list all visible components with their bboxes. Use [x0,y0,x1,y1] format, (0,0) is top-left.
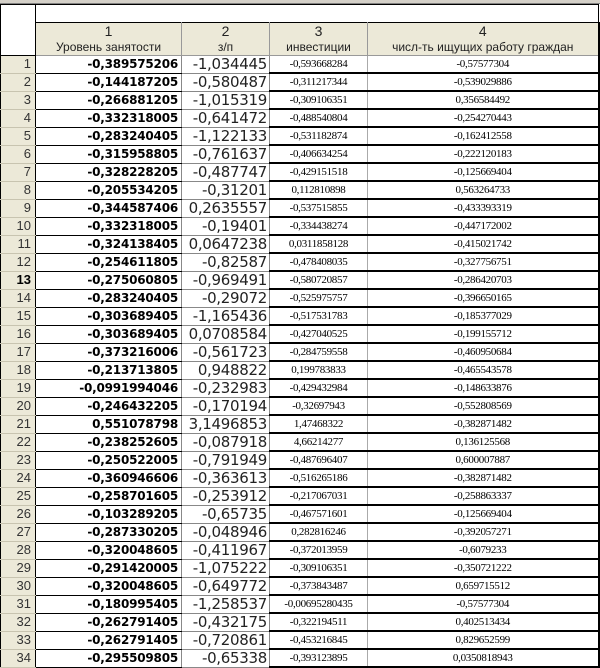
cell-investments[interactable]: -0,487696407 [270,451,368,469]
cell-salary[interactable]: -0,487747 [182,163,270,181]
table-row [1,559,599,577]
cell-salary[interactable]: -0,087918 [182,433,270,451]
cell-employment-level[interactable]: -0,332318005 [36,109,182,127]
table-row [1,73,599,91]
cell-job-seekers[interactable]: -0,447172002 [368,217,599,235]
cell-job-seekers[interactable]: -0,382871482 [368,415,599,433]
cell-job-seekers[interactable]: 0,659715512 [368,577,599,595]
cell-employment-level[interactable]: -0,291420005 [36,559,182,577]
cell-employment-level[interactable]: -0,275060805 [36,271,182,289]
cell-employment-level[interactable]: -0,254611805 [36,253,182,271]
table-row [1,289,599,307]
cell-job-seekers[interactable]: -0,460950684 [368,343,599,361]
cell-employment-level[interactable]: -0,205534205 [36,181,182,199]
cell-employment-level[interactable]: 0,551078798 [36,415,182,433]
cell-investments[interactable]: -0,373843487 [270,577,368,595]
row-header[interactable]: 16 [1,325,36,343]
table-row [1,541,599,559]
row-header[interactable]: 9 [1,199,36,217]
cell-salary[interactable]: -0,65735 [182,505,270,523]
select-all-corner[interactable] [1,5,36,56]
table-row [1,217,599,235]
table-row [1,271,599,289]
cell-salary[interactable]: -0,411967 [182,541,270,559]
cell-investments[interactable]: -0,334438274 [270,217,368,235]
row-header[interactable]: 6 [1,145,36,163]
cell-job-seekers[interactable]: -0,415021742 [368,235,599,253]
cell-salary[interactable]: -1,122133 [182,127,270,145]
cell-employment-level[interactable]: -0,266881205 [36,91,182,109]
cell-employment-level[interactable]: -0,303689405 [36,307,182,325]
row-header[interactable]: 34 [1,649,36,667]
cell-employment-level[interactable]: -0,328228205 [36,163,182,181]
cell-salary[interactable]: -0,048946 [182,523,270,541]
cell-salary[interactable]: -0,363613 [182,469,270,487]
table-row [1,91,599,109]
cell-job-seekers[interactable]: -0,125669404 [368,163,599,181]
cell-salary[interactable]: -0,253912 [182,487,270,505]
cell-salary[interactable]: -0,232983 [182,379,270,397]
cell-employment-level[interactable]: -0,303689405 [36,325,182,343]
table-row [1,56,599,74]
row-header[interactable]: 24 [1,469,36,487]
row-header[interactable]: 15 [1,307,36,325]
row-header[interactable]: 5 [1,127,36,145]
cell-investments[interactable]: -0,478408035 [270,253,368,271]
cell-job-seekers[interactable]: -0,465543578 [368,361,599,379]
row-header[interactable]: 1 [1,56,36,74]
cell-salary[interactable]: 0,948822 [182,361,270,379]
row-header[interactable]: 10 [1,217,36,235]
row-header[interactable]: 25 [1,487,36,505]
cell-job-seekers[interactable]: -0,258863337 [368,487,599,505]
table-row [1,109,599,127]
cell-employment-level[interactable]: -0,344587406 [36,199,182,217]
cell-investments[interactable]: -0,322194511 [270,613,368,631]
table-row [1,487,599,505]
row-header[interactable]: 32 [1,613,36,631]
column-header-2[interactable] [182,23,270,56]
cell-job-seekers[interactable]: -0,433393319 [368,199,599,217]
table-row [1,613,599,631]
cell-employment-level[interactable]: -0,315958805 [36,145,182,163]
table-row [1,199,599,217]
row-header[interactable]: 3 [1,91,36,109]
table-row [1,415,599,433]
cell-investments[interactable]: -0,537515855 [270,199,368,217]
cell-investments[interactable]: -0,580720857 [270,271,368,289]
cell-job-seekers[interactable]: 0,402513434 [368,613,599,631]
cell-job-seekers[interactable]: -0,6079233 [368,541,599,559]
column-label: числ-ть ищущих работу граждан [392,40,574,54]
cell-investments[interactable]: -0,309106351 [270,91,368,109]
row-header[interactable]: 30 [1,577,36,595]
cell-salary[interactable]: -0,29072 [182,289,270,307]
table-row [1,505,599,523]
cell-investments[interactable]: 0,112810898 [270,181,368,199]
cell-salary[interactable]: -0,82587 [182,253,270,271]
cell-employment-level[interactable]: -0,250522005 [36,451,182,469]
cell-salary[interactable]: -0,791949 [182,451,270,469]
cell-investments[interactable]: -0,309106351 [270,559,368,577]
row-header[interactable]: 4 [1,109,36,127]
cell-investments[interactable]: -0,593668284 [270,56,368,74]
cell-employment-level[interactable]: -0,389575206 [36,56,182,74]
column-header-1[interactable] [36,23,182,56]
column-label: з/п [217,40,234,54]
cell-employment-level[interactable]: -0,144187205 [36,73,182,91]
cell-job-seekers[interactable]: 0,600007887 [368,451,599,469]
row-header[interactable]: 33 [1,631,36,649]
cell-investments[interactable]: -0,372013959 [270,541,368,559]
spreadsheet-grid [0,4,600,668]
cell-job-seekers[interactable]: -0,396650165 [368,289,599,307]
blank-top-row [1,5,599,23]
cell-investments[interactable]: -0,406634254 [270,145,368,163]
cell-job-seekers[interactable]: -0,327756751 [368,253,599,271]
cell-investments[interactable]: 4,66214277 [270,433,368,451]
cell-salary[interactable]: 3,1496853 [182,415,270,433]
table-row [1,631,599,649]
cell-employment-level[interactable]: -0,373216006 [36,343,182,361]
row-header[interactable]: 2 [1,73,36,91]
cell-job-seekers[interactable]: -0,57577304 [368,56,599,74]
table-row [1,379,599,397]
cell-investments[interactable]: 0,282816246 [270,523,368,541]
table-row [1,469,599,487]
column-label: Уровень занятости [55,40,162,54]
cell-employment-level[interactable]: -0,283240405 [36,127,182,145]
table-row [1,235,599,253]
column-number: 3 [314,23,323,39]
row-header[interactable]: 27 [1,523,36,541]
cell-employment-level[interactable]: -0,283240405 [36,289,182,307]
cell-job-seekers[interactable]: -0,382871482 [368,469,599,487]
table-row [1,181,599,199]
cell-salary[interactable]: -1,015319 [182,91,270,109]
row-header[interactable]: 29 [1,559,36,577]
cell-job-seekers[interactable]: 0,356584492 [368,91,599,109]
cell-job-seekers[interactable]: 0,0350818943 [368,649,599,667]
row-header[interactable]: 23 [1,451,36,469]
cell-salary[interactable]: -0,580487 [182,73,270,91]
cell-investments[interactable]: -0,32697943 [270,397,368,415]
table-row [1,451,599,469]
cell-job-seekers[interactable]: -0,539029886 [368,73,599,91]
cell-salary[interactable]: -0,761637 [182,145,270,163]
cell-job-seekers[interactable]: 0,563264733 [368,181,599,199]
cell-salary[interactable]: -1,075222 [182,559,270,577]
cell-employment-level[interactable]: -0,0991994046 [36,379,182,397]
cell-employment-level[interactable]: -0,320048605 [36,541,182,559]
cell-salary[interactable]: 0,0708584 [182,325,270,343]
table-row [1,325,599,343]
cell-job-seekers[interactable]: -0,552808569 [368,397,599,415]
row-header[interactable]: 14 [1,289,36,307]
table-row [1,163,599,181]
cell-employment-level[interactable]: -0,258701605 [36,487,182,505]
cell-salary[interactable]: -1,034445 [182,56,270,74]
cell-job-seekers[interactable]: -0,148633876 [368,379,599,397]
cell-salary[interactable]: 0,0647238 [182,235,270,253]
cell-salary[interactable]: -1,258537 [182,595,270,613]
cell-salary[interactable]: -0,649772 [182,577,270,595]
column-number: 1 [104,23,113,39]
table-row [1,577,599,595]
table-row [1,127,599,145]
cell-salary[interactable]: -0,170194 [182,397,270,415]
row-header[interactable]: 17 [1,343,36,361]
row-header[interactable]: 12 [1,253,36,271]
cell-salary[interactable]: -0,65338 [182,649,270,667]
cell-investments[interactable]: -0,00695280435 [270,595,368,613]
cell-job-seekers[interactable]: -0,185377029 [368,307,599,325]
cell-job-seekers[interactable]: -0,254270443 [368,109,599,127]
blank-cell[interactable] [36,5,599,23]
column-number: 4 [478,23,487,39]
cell-job-seekers[interactable]: -0,125669404 [368,505,599,523]
cell-salary[interactable]: 0,2635557 [182,199,270,217]
cell-job-seekers[interactable]: -0,222120183 [368,145,599,163]
table-row [1,397,599,415]
row-header[interactable]: 21 [1,415,36,433]
column-header-3[interactable] [270,23,368,56]
cell-employment-level[interactable]: -0,103289205 [36,505,182,523]
cell-job-seekers[interactable]: -0,350721222 [368,559,599,577]
column-label: инвестиции [286,40,351,54]
column-header-4[interactable] [368,23,599,56]
row-header[interactable]: 31 [1,595,36,613]
cell-employment-level[interactable]: -0,262791405 [36,631,182,649]
cell-investments[interactable]: -0,393123895 [270,649,368,667]
cell-salary[interactable]: -0,641472 [182,109,270,127]
table-row [1,343,599,361]
column-header-row [1,23,599,56]
cell-investments[interactable]: -0,467571601 [270,505,368,523]
cell-employment-level[interactable]: -0,246432205 [36,397,182,415]
cell-job-seekers[interactable]: -0,199155712 [368,325,599,343]
cell-salary[interactable]: -0,19401 [182,217,270,235]
cell-employment-level[interactable]: -0,295509805 [36,649,182,667]
row-header[interactable]: 19 [1,379,36,397]
row-header[interactable]: 13 [1,271,36,289]
cell-employment-level[interactable]: -0,332318005 [36,217,182,235]
cell-investments[interactable]: -0,516265186 [270,469,368,487]
cell-investments[interactable]: -0,525975757 [270,289,368,307]
cell-investments[interactable]: -0,429151518 [270,163,368,181]
cell-salary[interactable]: -1,165436 [182,307,270,325]
cell-job-seekers[interactable]: -0,162412558 [368,127,599,145]
row-header[interactable]: 20 [1,397,36,415]
cell-job-seekers[interactable]: -0,286420703 [368,271,599,289]
cell-employment-level[interactable]: -0,360946606 [36,469,182,487]
cell-salary[interactable]: -0,720861 [182,631,270,649]
cell-job-seekers[interactable]: 0,829652599 [368,631,599,649]
cell-employment-level[interactable]: -0,324138405 [36,235,182,253]
cell-job-seekers[interactable]: -0,392057271 [368,523,599,541]
cell-salary[interactable]: -0,31201 [182,181,270,199]
row-header[interactable]: 11 [1,235,36,253]
cell-employment-level[interactable]: -0,262791405 [36,613,182,631]
cell-investments[interactable]: -0,429432984 [270,379,368,397]
table-row [1,361,599,379]
cell-employment-level[interactable]: -0,213713805 [36,361,182,379]
cell-investments[interactable]: -0,488540804 [270,109,368,127]
column-number: 2 [221,23,230,39]
row-header[interactable]: 22 [1,433,36,451]
cell-investments[interactable]: -0,311217344 [270,73,368,91]
row-header[interactable]: 28 [1,541,36,559]
row-header[interactable]: 18 [1,361,36,379]
cell-investments[interactable]: -0,217067031 [270,487,368,505]
cell-investments[interactable]: 0,199783833 [270,361,368,379]
cell-employment-level[interactable]: -0,287330205 [36,523,182,541]
table-row [1,523,599,541]
table-row [1,307,599,325]
table-row [1,253,599,271]
table-row [1,433,599,451]
cell-investments[interactable]: -0,517531783 [270,307,368,325]
cell-investments[interactable]: -0,531182874 [270,127,368,145]
cell-investments[interactable]: 1,47468322 [270,415,368,433]
cell-employment-level[interactable]: -0,238252605 [36,433,182,451]
cell-employment-level[interactable]: -0,320048605 [36,577,182,595]
cell-investments[interactable]: -0,453216845 [270,631,368,649]
row-header[interactable]: 7 [1,163,36,181]
table-row [1,145,599,163]
table-row [1,595,599,613]
row-header[interactable]: 26 [1,505,36,523]
cell-salary[interactable]: -0,432175 [182,613,270,631]
cell-investments[interactable]: -0,427040525 [270,325,368,343]
row-header[interactable]: 8 [1,181,36,199]
table-row [1,649,599,667]
cell-salary[interactable]: -0,969491 [182,271,270,289]
cell-job-seekers[interactable]: 0,136125568 [368,433,599,451]
cell-salary[interactable]: -0,561723 [182,343,270,361]
cell-employment-level[interactable]: -0,180995405 [36,595,182,613]
cell-job-seekers[interactable]: -0,57577304 [368,595,599,613]
cell-investments[interactable]: -0,284759558 [270,343,368,361]
cell-investments[interactable]: 0,0311858128 [270,235,368,253]
